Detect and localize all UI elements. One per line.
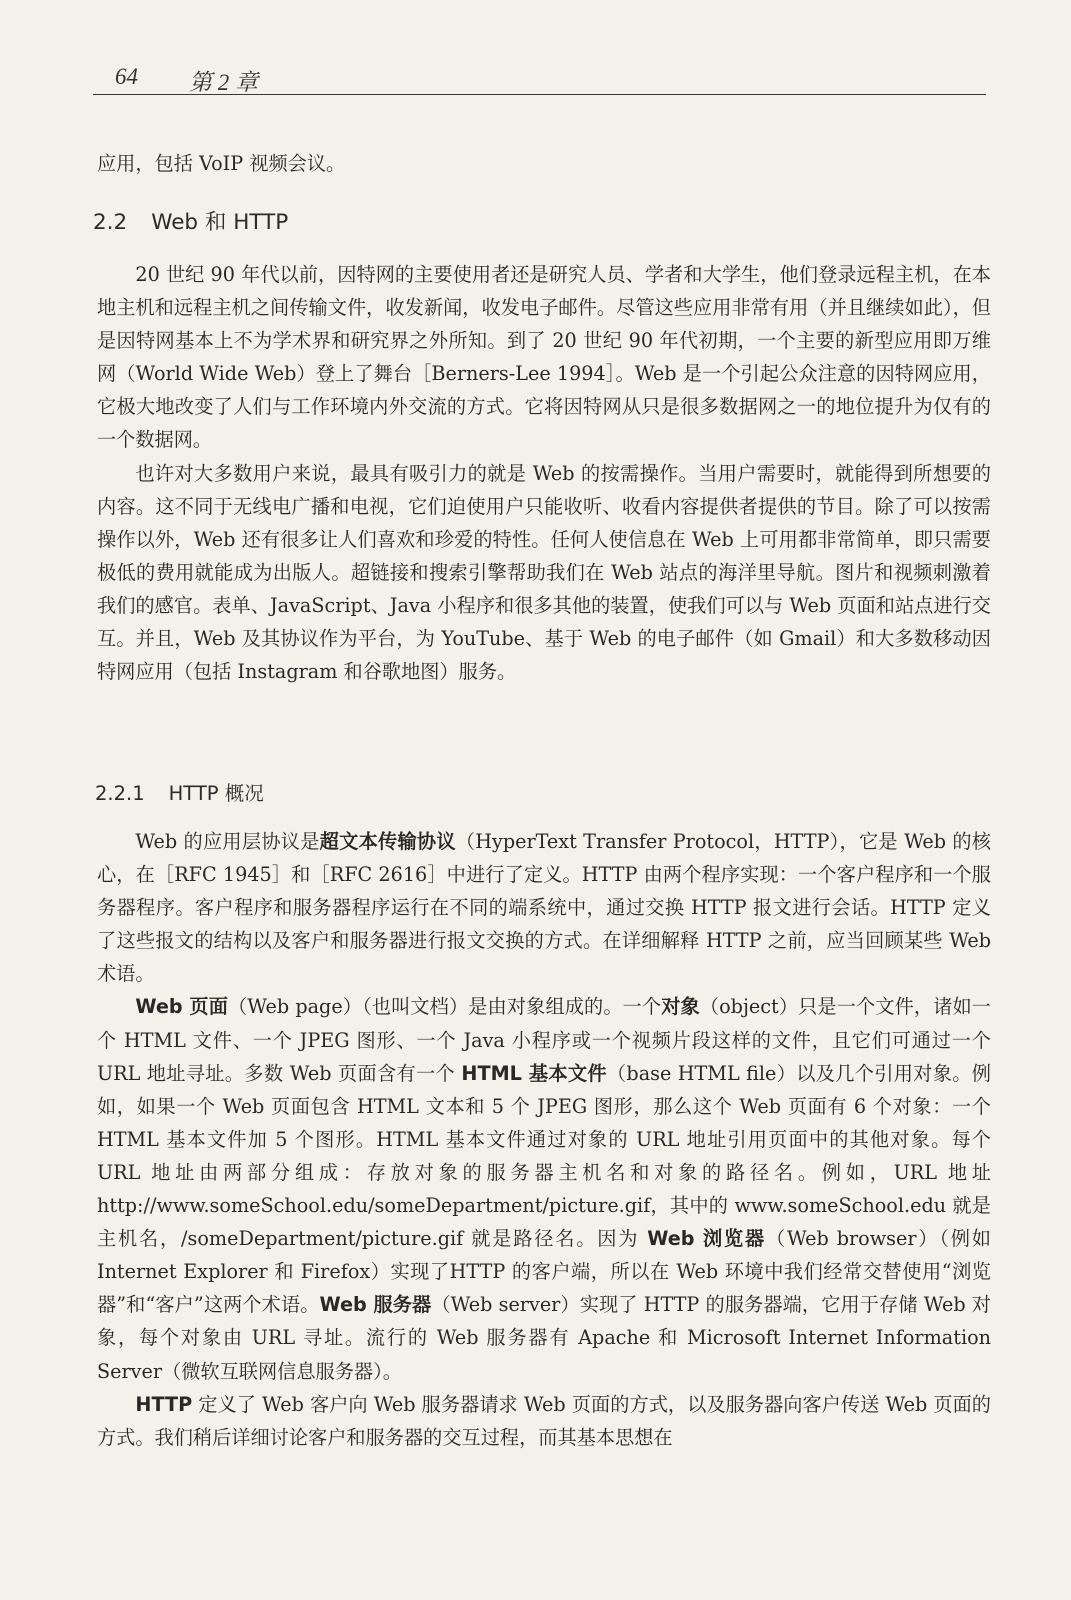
section-number: 2.2 (93, 210, 128, 235)
section-body (97, 258, 991, 688)
term-http: 超文本传输协议 (319, 830, 456, 853)
p3-text-a: Web 的应用层协议是 (135, 830, 320, 853)
section-title: Web 和 HTTP (151, 210, 289, 235)
paragraph-4 (97, 990, 991, 1387)
term-web-server: Web 服务器 (319, 1293, 432, 1317)
p4-text-4: （object）只是一个文件，诸如一个 HTML 文件、一个 JPEG 图形、一个 Java 小程序或一个视频片段这样的文件，且它们可通过一个 URL 地址寻址。多数 Web 页面含有一个 (97, 995, 991, 1085)
chapter-label: 第 2 章 (189, 70, 258, 95)
paragraph-1: 20 世纪 90 年代以前，因特网的主要使用者还是研究人员、学者和大学生，他们登录远程主机，在本地主机和远程主机之间传输文件，收发新闻，收发电子邮件。尽管这些应用非常有用（并且继续如此），但是因特网基本上不为学术界和研究界之外所知。到了 20 世纪 90 年代初期，一个主要的新型应用即万维网（World Wide Web）登上了舞台［Berners-Lee 1994］。Web 是一个引起公众注意的因特网应用，它极大地改变了人们与工作环境内外交流的方式。它将因特网从只是很多数据网之一的地位提升为仅有的一个数据网。 (97, 263, 991, 452)
term-web-page: Web 页面 (135, 995, 229, 1019)
subsection-heading (95, 778, 264, 806)
term-base-html-file: HTML 基本文件 (461, 1061, 607, 1085)
p4-text-6: （base HTML file）以及几个引用对象。例如，如果一个 Web 页面包含 HTML 文本和 5 个 JPEG 图形，那么这个 Web 页面有 6 个对象：一个 HTML 基本文件加 5 个图形。HTML 基本文件通过对象的 URL 地址引用页面中的其他对象。每个 URL 地址由两部分组成：存放对象的服务器主机名和对象的路径名。例如，URL 地址 http://www.someSchool.edu/someDepartment/picture.gif，其中的 www.someSchool.edu 就是主机名，/someDepartment/picture.gif 就是路径名。因为 (97, 1061, 991, 1251)
p4-text-2: （Web page）（也叫文档）是由对象组成的。一个 (228, 995, 662, 1019)
section-heading (93, 205, 288, 236)
term-object: 对象 (661, 995, 700, 1019)
p3-text-c: （HyperText Transfer Protocol，HTTP），它是 Web 的核心，在［RFC 1945］和［RFC 2616］中进行了定义。HTTP 由两个程序实现：一个客户程序和一个服务器程序。客户程序和服务器程序运行在不同的端系统中，通过交换 HTTP 报文进行会话。HTTP 定义了这些报文的结构以及客户和服务器进行报文交换的方式。在详细解释 HTTP 之前，应当回顾某些 Web 术语。 (97, 830, 991, 986)
paragraph-3 (97, 825, 991, 990)
subsection-number: 2.2.1 (95, 782, 145, 805)
subsection-body (97, 825, 991, 1454)
paragraph-5 (97, 1388, 991, 1454)
p5-text-b: 定义了 Web 客户向 Web 服务器请求 Web 页面的方式，以及服务器向客户传送 Web 页面的方式。我们稍后详细讨论客户和服务器的交互过程，而其基本思想在 (97, 1392, 991, 1449)
paragraph-2: 也许对大多数用户来说，最具有吸引力的就是 Web 的按需操作。当用户需要时，就能得到所想要的内容。这不同于无线电广播和电视，它们迫使用户只能收听、收看内容提供者提供的节目。除了可以按需操作以外，Web 还有很多让人们喜欢和珍爱的特性。任何人使信息在 Web 上可用都非常简单，即只需要极低的费用就能成为出版人。超链接和搜索引擎帮助我们在 Web 站点的海洋里导航。图片和视频刺激着我们的感官。表单、JavaScript、Java 小程序和很多其他的装置，使我们可以与 Web 页面和站点进行交互。并且，Web 及其协议作为平台，为 YouTube、基于 Web 的电子邮件（如 Gmail）和大多数移动因特网应用（包括 Instagram 和谷歌地图）服务。 (97, 461, 991, 684)
intro-line-block (97, 147, 991, 180)
p4-text-8: （Web browser）（例如 Internet Explorer 和 Firefox）实现了HTTP 的客户端，所以在 Web 环境中我们经常交替使用“浏览器”和“客户”这两个术语。 (97, 1227, 991, 1317)
intro-line: 应用，包括 VoIP 视频会议。 (97, 152, 346, 175)
page-number: 64 (115, 64, 138, 89)
p4-text-10: （Web server）实现了 HTTP 的服务器端，它用于存储 Web 对象，每个对象由 URL 寻址。流行的 Web 服务器有 Apache 和 Microsoft Internet Information Server（微软互联网信息服务器）。 (97, 1293, 991, 1383)
subsection-title: HTTP 概况 (168, 782, 264, 805)
term-web-browser: Web 浏览器 (647, 1227, 766, 1251)
term-http-lead: HTTP (135, 1392, 193, 1416)
running-header (93, 58, 986, 95)
